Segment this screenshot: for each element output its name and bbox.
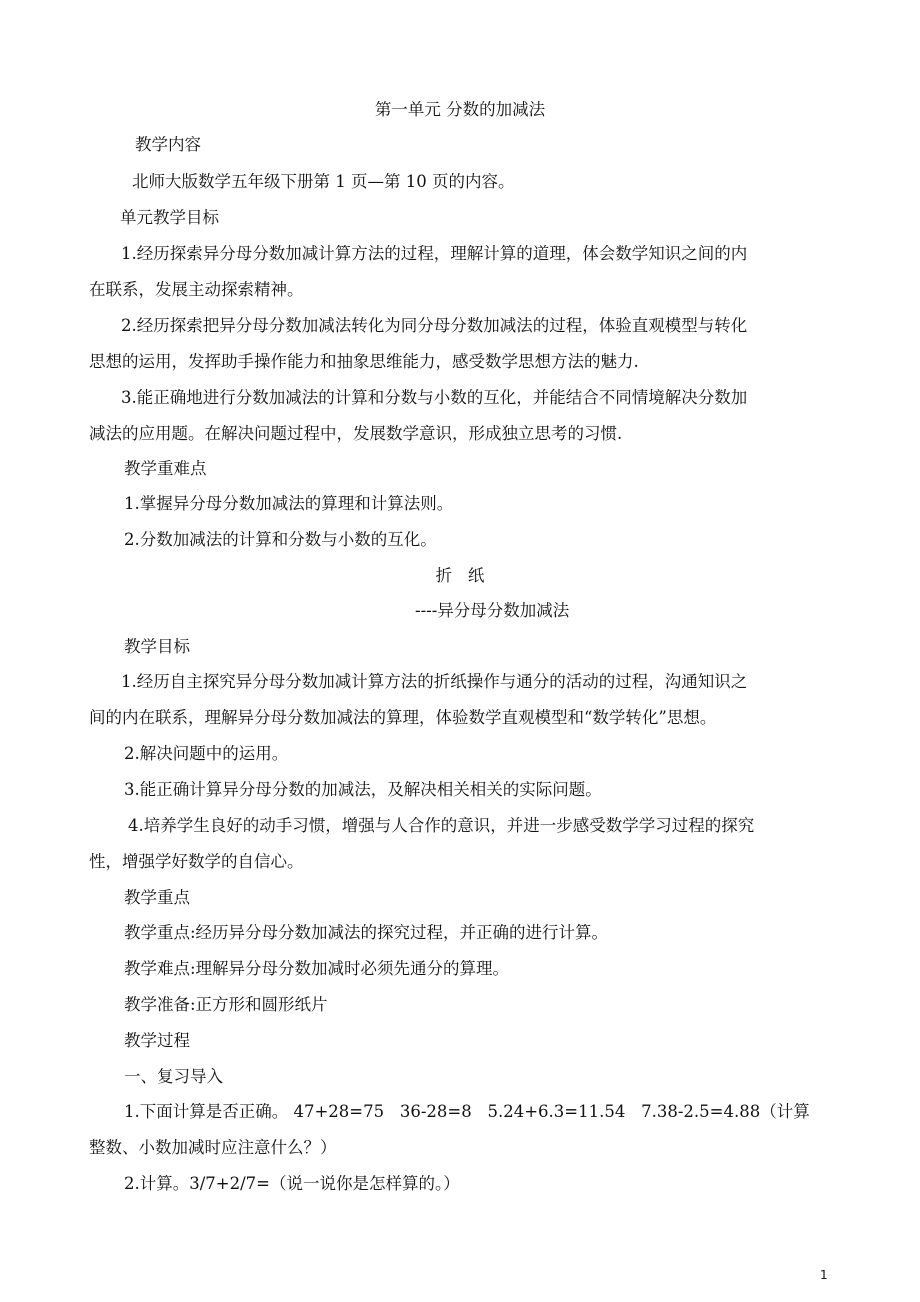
unit-goal-2-line-2: 思想的运用，发挥助手操作能力和抽象思维能力，感受数学思想方法的魅力.: [89, 352, 639, 371]
lesson-goal-2: 2.解决问题中的运用。: [124, 744, 289, 763]
process-heading: 教学过程: [124, 1031, 190, 1050]
focus-text: 教学重点:经历异分母分数加减法的探究过程，并正确的进行计算。: [124, 923, 609, 942]
preparation-text: 教学准备:正方形和圆形纸片: [124, 995, 328, 1014]
unit-goal-2-line-1: 2.经历探索把异分母分数加减法转化为同分母分数加减法的过程，体验直观模型与转化: [121, 316, 748, 335]
unit-goal-1-line-2: 在联系，发展主动探索精神。: [89, 280, 304, 299]
lesson-goal-1-line-2: 间的内在联系，理解异分母分数加减法的算理，体验数学直观模型和“数学转化”思想。: [89, 708, 717, 727]
teaching-content-text: 北师大版数学五年级下册第 1 页—第 10 页的内容。: [132, 172, 515, 191]
review-1-line-1: 1.下面计算是否正确。 47+28=75 36-28=8 5.24+6.3=11.54 7.38-2.5=4.88（计算: [124, 1102, 810, 1121]
lesson-goal-1-line-1: 1.经历自主探究异分母分数加减计算方法的折纸操作与通分的活动的过程，沟通知识之: [121, 672, 748, 691]
lesson-goal-3: 3.能正确计算异分母分数的加减法，及解决相关相关的实际问题。: [124, 780, 602, 799]
review-1-line-2: 整数、小数加减时应注意什么？）: [89, 1138, 337, 1157]
unit-goals-heading: 单元教学目标: [120, 208, 219, 227]
unit-goal-3-line-2: 减法的应用题。在解决问题过程中，发展数学意识，形成独立思考的习惯.: [89, 424, 623, 443]
page-number: 1: [820, 1268, 828, 1282]
unit-goal-1-line-1: 1.经历探索异分母分数加减计算方法的过程，理解计算的道理，体会数学知识之间的内: [121, 244, 748, 263]
focus-heading: 教学重点: [124, 888, 190, 907]
key-point-1: 1.掌握异分母分数加减法的算理和计算法则。: [124, 494, 454, 513]
lesson-goal-4-line-2: 性，增强学好数学的自信心。: [89, 852, 304, 871]
page-title: 第一单元 分数的加减法: [374, 100, 546, 119]
step-one-heading: 一、复习导入: [124, 1067, 223, 1086]
review-2: 2.计算。3/7+2/7=（说一说你是怎样算的。）: [124, 1174, 460, 1193]
lesson-title: 折 纸: [435, 566, 485, 585]
lesson-subtitle: ----异分母分数加减法: [415, 601, 570, 620]
lesson-goals-heading: 教学目标: [124, 637, 190, 656]
key-points-heading: 教学重难点: [124, 459, 207, 478]
key-point-2: 2.分数加减法的计算和分数与小数的互化。: [124, 530, 437, 549]
difficulty-text: 教学难点:理解异分母分数加减时必须先通分的算理。: [124, 959, 510, 978]
lesson-goal-4-line-1: 4.培养学生良好的动手习惯，增强与人合作的意识，并进一步感受数学学习过程的探究: [128, 816, 755, 835]
unit-goal-3-line-1: 3.能正确地进行分数加减法的计算和分数与小数的互化，并能结合不同情境解决分数加: [121, 388, 748, 407]
teaching-content-heading: 教学内容: [135, 135, 201, 154]
